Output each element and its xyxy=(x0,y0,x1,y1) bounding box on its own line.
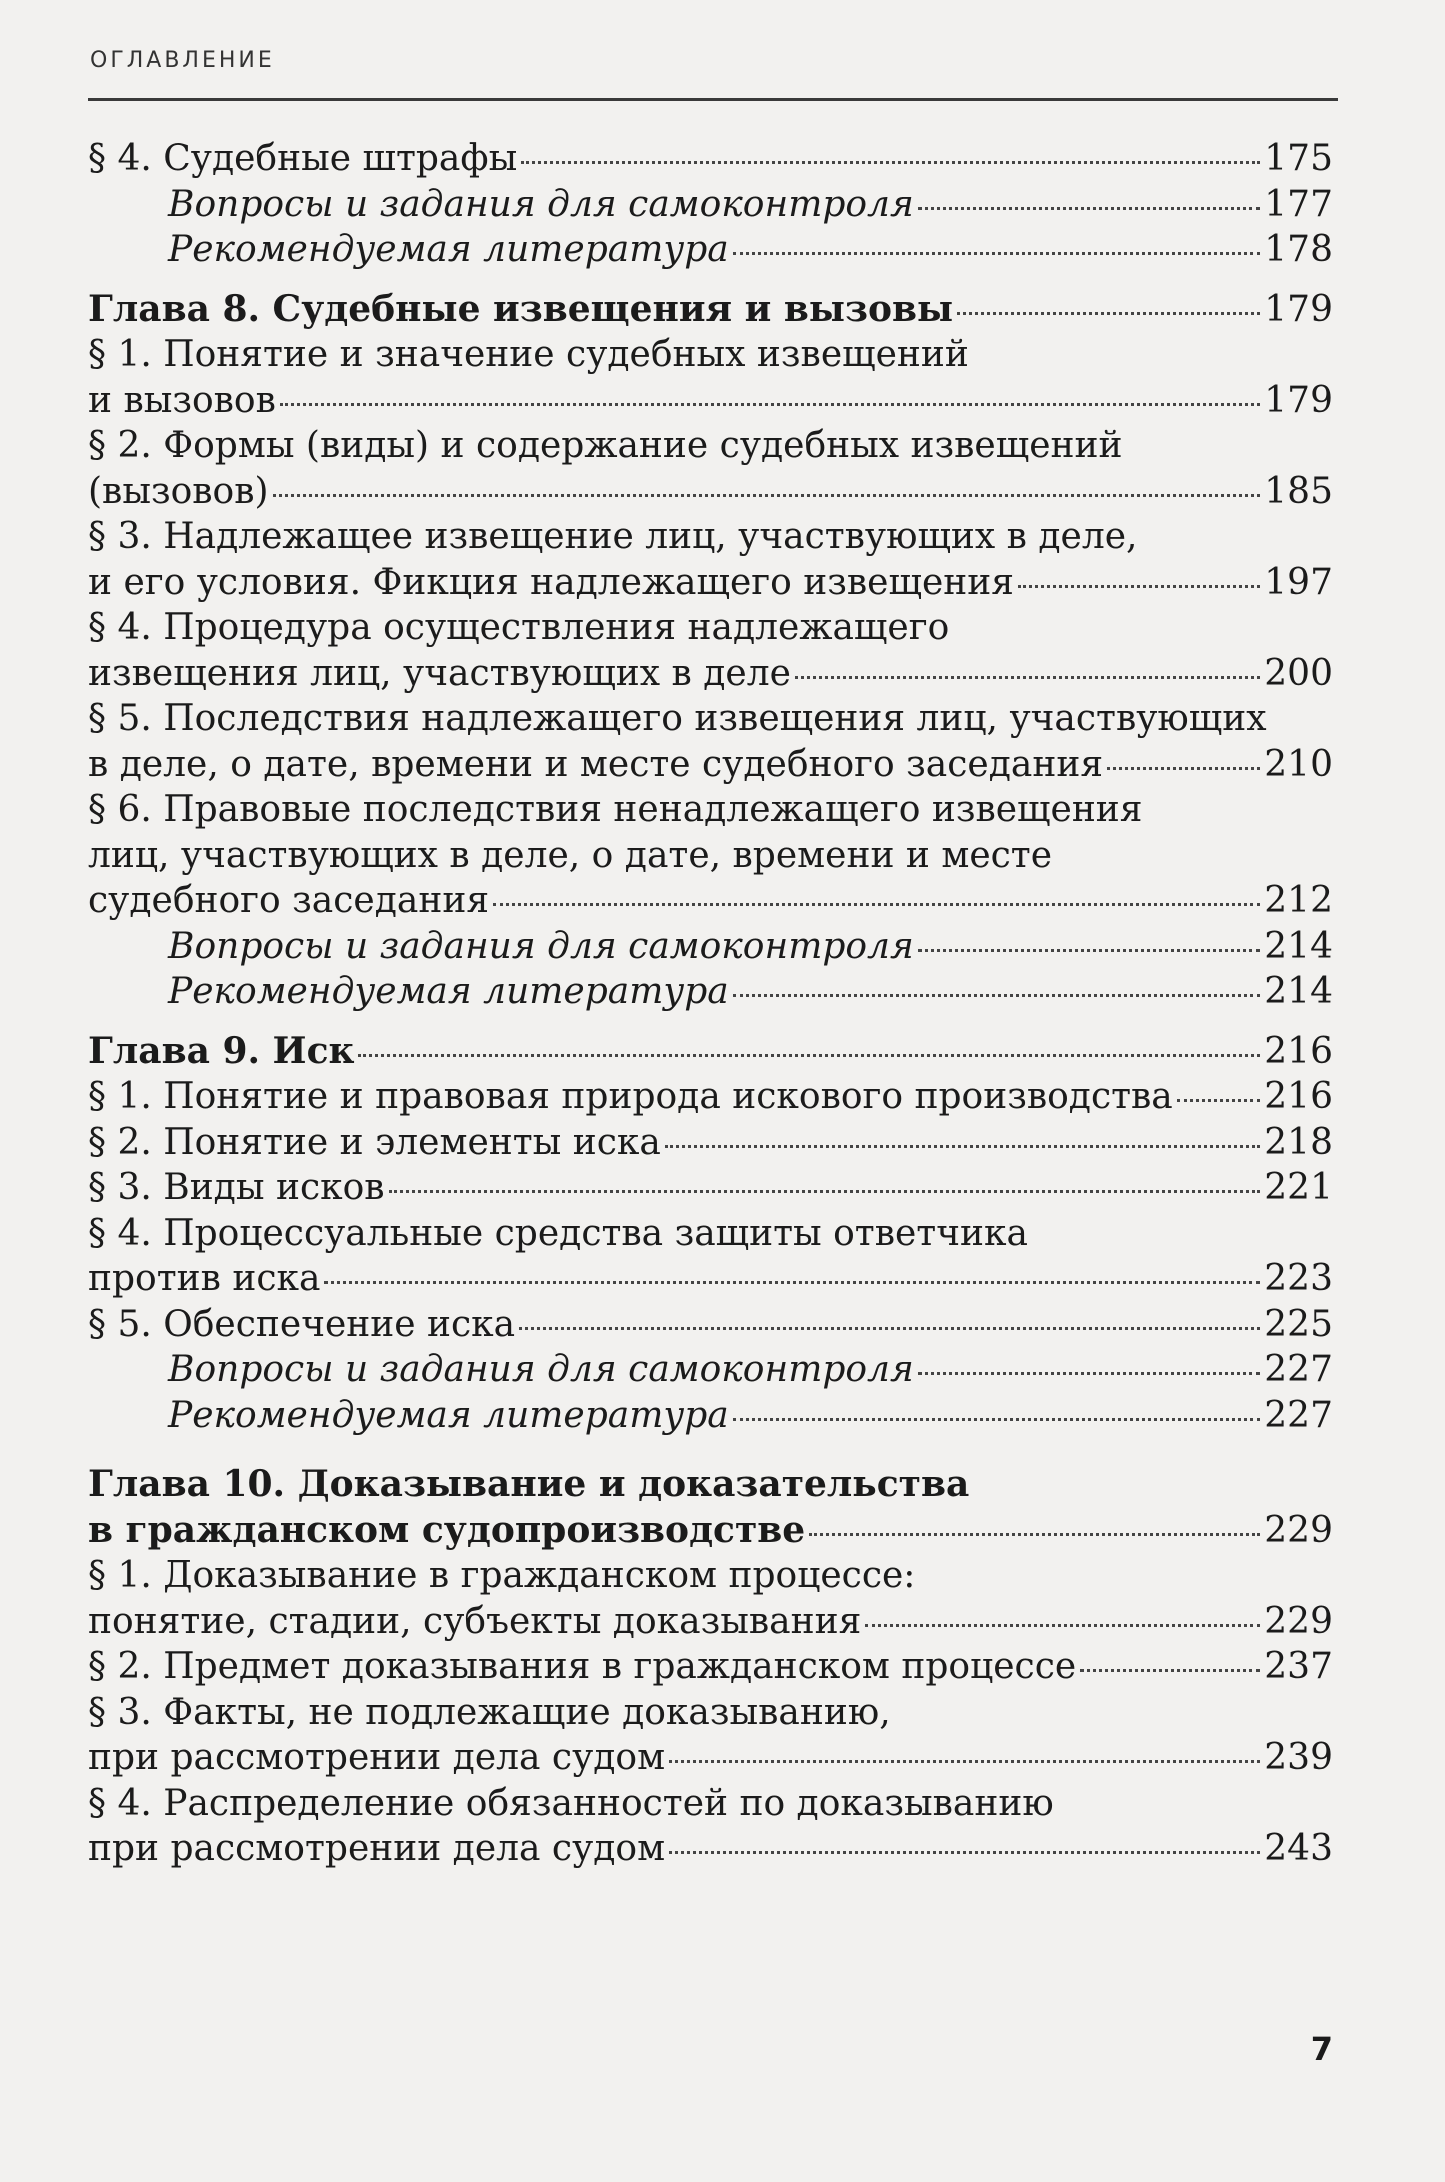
toc-entry-page: 197 xyxy=(1264,561,1333,603)
toc-entry xyxy=(88,1029,1333,1075)
toc-entry-title: Глава 10. Доказывание и доказательства xyxy=(88,1463,970,1505)
toc-entry xyxy=(88,287,1333,333)
toc-entry xyxy=(88,1826,1333,1872)
toc-entry-page: 210 xyxy=(1264,743,1333,785)
toc-entry-title: § 6. Правовые последствия ненадлежащего извещения xyxy=(88,789,1143,830)
toc-entry xyxy=(88,696,1333,742)
toc-entry xyxy=(88,1120,1333,1166)
toc-entry-title: лиц, участвующих в деле, о дате, времени и месте xyxy=(88,834,1053,876)
table-of-contents xyxy=(88,136,1333,1872)
toc-entry-title: Рекомендуемая литература xyxy=(168,229,729,270)
toc-entry-title: судебного заседания xyxy=(88,880,490,921)
toc-entry-title: Вопросы и задания для самоконтроля xyxy=(168,1349,914,1390)
toc-leader-dots xyxy=(665,1145,1260,1148)
toc-leader-dots xyxy=(669,1760,1260,1763)
toc-leader-dots xyxy=(273,494,1261,497)
toc-entry-title: извещения лиц, участвующих в деле xyxy=(88,652,791,694)
toc-entry-title: Глава 8. Судебные извещения и вызовы xyxy=(88,287,954,330)
toc-entry xyxy=(88,969,1333,1015)
toc-entry xyxy=(88,1599,1333,1645)
toc-entry-title: § 2. Предмет доказывания в гражданском процессе xyxy=(88,1646,1077,1687)
toc-entry-title: § 5. Обеспечение иска xyxy=(88,1303,516,1345)
toc-entry-title: Рекомендуемая литература xyxy=(168,971,729,1012)
toc-entry xyxy=(88,1211,1333,1257)
toc-leader-dots xyxy=(669,1851,1260,1854)
toc-leader-dots xyxy=(918,207,1260,210)
toc-leader-dots xyxy=(521,161,1260,164)
toc-entry xyxy=(88,605,1333,651)
toc-entry xyxy=(88,1781,1333,1827)
toc-spacer xyxy=(88,1015,1333,1029)
toc-entry-title: Вопросы и задания для самоконтроля xyxy=(168,925,914,967)
toc-entry xyxy=(88,742,1333,788)
toc-entry-title: против иска xyxy=(88,1258,321,1299)
toc-entry-title: § 1. Понятие и значение судебных извещений xyxy=(88,334,969,375)
toc-entry-page: 225 xyxy=(1264,1303,1333,1345)
toc-leader-dots xyxy=(519,1327,1260,1330)
toc-entry-title: Вопросы и задания для самоконтроля xyxy=(168,183,914,225)
toc-leader-dots xyxy=(1107,767,1260,770)
toc-entry-page: 223 xyxy=(1264,1258,1333,1299)
toc-entry xyxy=(88,378,1333,424)
toc-entry xyxy=(88,514,1333,560)
toc-entry-page: 179 xyxy=(1264,288,1333,330)
toc-entry-page: 175 xyxy=(1264,138,1333,179)
toc-entry-title: при рассмотрении дела судом xyxy=(88,1828,666,1869)
toc-entry-page: 237 xyxy=(1264,1646,1333,1687)
toc-entry xyxy=(88,136,1333,182)
toc-entry xyxy=(88,1393,1333,1439)
toc-entry-title: понятие, стадии, субъекты доказывания xyxy=(88,1600,862,1642)
toc-entry-page: 227 xyxy=(1264,1349,1333,1390)
toc-entry xyxy=(88,560,1333,606)
toc-entry-page: 214 xyxy=(1264,971,1333,1012)
toc-entry-title: § 3. Факты, не подлежащие доказыванию, xyxy=(88,1691,891,1733)
toc-leader-dots xyxy=(865,1624,1260,1627)
toc-leader-dots xyxy=(1177,1099,1261,1102)
toc-entry-page: 229 xyxy=(1264,1509,1333,1551)
toc-leader-dots xyxy=(389,1190,1261,1193)
toc-spacer xyxy=(88,1438,1333,1462)
toc-entry-title: § 4. Судебные штрафы xyxy=(88,138,518,179)
toc-entry xyxy=(88,1690,1333,1736)
toc-entry xyxy=(88,182,1333,228)
toc-entry-title: и его условия. Фикция надлежащего извещения xyxy=(88,561,1014,603)
toc-entry xyxy=(88,1165,1333,1211)
toc-entry-title: Глава 9. Иск xyxy=(88,1029,355,1072)
toc-entry-page: 200 xyxy=(1264,652,1333,694)
toc-entry-title: в деле, о дате, времени и месте судебного заседания xyxy=(88,743,1104,785)
toc-entry-title: в гражданском судопроизводстве xyxy=(88,1508,806,1551)
toc-entry-title: § 2. Понятие и элементы иска xyxy=(88,1121,661,1163)
toc-entry-title: § 5. Последствия надлежащего извещения лиц, участвующих xyxy=(88,698,1267,739)
page-number: 7 xyxy=(1310,2030,1333,2068)
toc-entry-page: 212 xyxy=(1264,880,1333,921)
header-rule xyxy=(88,98,1338,101)
toc-entry xyxy=(88,1256,1333,1302)
toc-entry-title: (вызовов) xyxy=(88,470,269,512)
toc-entry xyxy=(88,878,1333,924)
toc-entry-page: 216 xyxy=(1264,1076,1333,1117)
toc-leader-dots xyxy=(1080,1669,1260,1672)
toc-entry-title: при рассмотрении дела судом xyxy=(88,1737,666,1778)
toc-leader-dots xyxy=(957,312,1260,315)
toc-leader-dots xyxy=(795,676,1260,679)
toc-leader-dots xyxy=(918,1372,1260,1375)
toc-entry-title: и вызовов xyxy=(88,379,276,421)
toc-entry xyxy=(88,1074,1333,1120)
toc-leader-dots xyxy=(733,252,1261,255)
toc-leader-dots xyxy=(733,994,1261,997)
toc-entry-page: 214 xyxy=(1264,925,1333,967)
toc-entry-page: 179 xyxy=(1264,379,1333,421)
toc-entry xyxy=(88,1462,1333,1508)
toc-entry xyxy=(88,423,1333,469)
toc-entry-title: § 4. Процессуальные средства защиты ответчика xyxy=(88,1212,1028,1254)
toc-leader-dots xyxy=(1018,585,1260,588)
toc-leader-dots xyxy=(324,1281,1260,1284)
toc-entry-page: 216 xyxy=(1264,1030,1333,1072)
toc-entry xyxy=(88,227,1333,273)
toc-entry-title: § 2. Формы (виды) и содержание судебных извещений xyxy=(88,425,1123,466)
toc-entry xyxy=(88,332,1333,378)
toc-entry xyxy=(88,787,1333,833)
toc-entry-page: 229 xyxy=(1264,1600,1333,1642)
toc-entry-page: 243 xyxy=(1264,1828,1333,1869)
toc-entry xyxy=(88,1644,1333,1690)
toc-entry-title: § 3. Надлежащее извещение лиц, участвующих в деле, xyxy=(88,516,1138,557)
running-header: ОГЛАВЛЕНИЕ xyxy=(90,48,275,73)
toc-entry-page: 227 xyxy=(1264,1394,1333,1436)
toc-entry xyxy=(88,1508,1333,1554)
toc-entry xyxy=(88,1735,1333,1781)
toc-entry xyxy=(88,833,1333,879)
toc-spacer xyxy=(88,273,1333,287)
toc-entry-page: 218 xyxy=(1264,1121,1333,1163)
toc-entry-title: § 4. Процедура осуществления надлежащего xyxy=(88,607,950,648)
toc-leader-dots xyxy=(493,903,1260,906)
toc-entry-title: § 1. Понятие и правовая природа искового производства xyxy=(88,1076,1173,1117)
toc-entry xyxy=(88,469,1333,515)
toc-entry-page: 185 xyxy=(1264,470,1333,512)
toc-entry xyxy=(88,924,1333,970)
toc-leader-dots xyxy=(918,949,1260,952)
toc-entry-title: § 4. Распределение обязанностей по доказыванию xyxy=(88,1782,1054,1824)
toc-entry-page: 221 xyxy=(1264,1167,1333,1208)
toc-leader-dots xyxy=(280,403,1260,406)
toc-leader-dots xyxy=(358,1054,1260,1057)
toc-entry xyxy=(88,1553,1333,1599)
toc-entry-title: § 3. Виды исков xyxy=(88,1167,385,1208)
toc-leader-dots xyxy=(809,1533,1260,1536)
toc-entry-title: § 1. Доказывание в гражданском процессе: xyxy=(88,1555,916,1596)
toc-entry xyxy=(88,1347,1333,1393)
toc-leader-dots xyxy=(733,1418,1261,1421)
toc-entry-title: Рекомендуемая литература xyxy=(168,1394,729,1436)
toc-entry-page: 177 xyxy=(1264,183,1333,225)
toc-entry-page: 239 xyxy=(1264,1737,1333,1778)
toc-entry xyxy=(88,651,1333,697)
toc-entry-page: 178 xyxy=(1264,229,1333,270)
toc-entry xyxy=(88,1302,1333,1348)
